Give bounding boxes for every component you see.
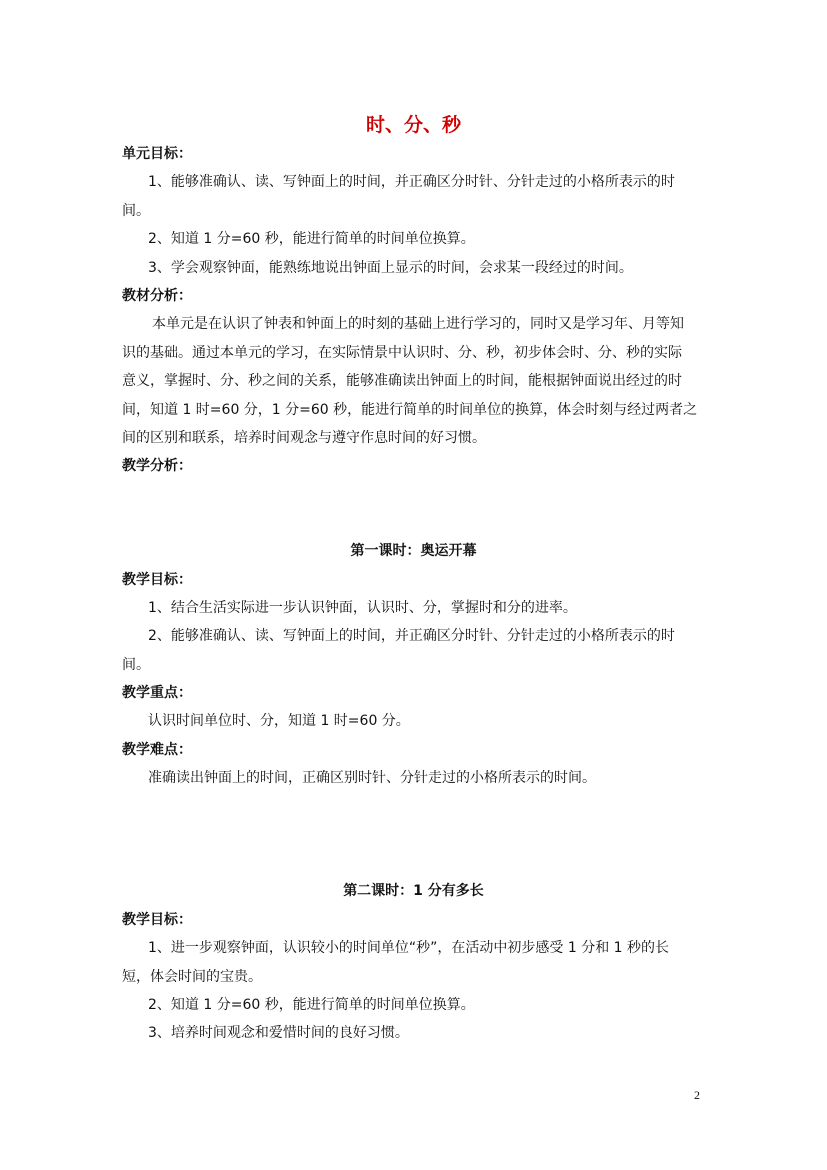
unit-goal-line: 3、学会观察钟面，能熟练地说出钟面上显示的时间，会求某一段经过的时间。 <box>148 260 633 276</box>
material-analysis-line: 间，知道 1 时=60 分，1 分=60 秒，能进行简单的时间单位的换算，体会时刻与经过两者之 <box>122 402 698 418</box>
lesson1-goal-line: 间。 <box>122 657 150 673</box>
lesson1-difficulty-text: 准确读出钟面上的时间，正确区别时针、分针走过的小格所表示的时间。 <box>148 770 596 786</box>
lesson2-goal-line: 短，体会时间的宝贵。 <box>122 969 262 985</box>
material-analysis-line: 本单元是在认识了钟表和钟面上的时刻的基础上进行学习的，同时又是学习年、月等知 <box>152 316 684 332</box>
lesson2-goals-heading: 教学目标： <box>122 912 192 928</box>
lesson2-title: 第二课时：1 分有多长 <box>343 883 484 899</box>
material-analysis-line: 意义，掌握时、分、秒之间的关系，能够准确读出钟面上的时间，能根据钟面说出经过的时 <box>122 373 682 389</box>
material-analysis-heading: 教材分析： <box>122 288 192 304</box>
lesson1-title: 第一课时：奥运开幕 <box>350 543 477 559</box>
page-number: 2 <box>694 1088 700 1102</box>
unit-goals-heading: 单元目标： <box>122 146 192 162</box>
lesson1-goals-heading: 教学目标： <box>122 572 192 588</box>
unit-goal-line: 1、能够准确认、读、写钟面上的时间，并正确区分时针、分针走过的小格所表示的时 <box>148 174 675 190</box>
lesson1-goal-line: 1、结合生活实际进一步认识钟面，认识时、分，掌握时和分的进率。 <box>148 600 577 616</box>
material-analysis-line: 识的基础。通过本单元的学习，在实际情景中认识时、分、秒，初步体会时、分、秒的实际 <box>122 345 682 361</box>
material-analysis-line: 间的区别和联系，培养时间观念与遵守作息时间的好习惯。 <box>122 430 486 446</box>
lesson1-key-heading: 教学重点： <box>122 685 192 701</box>
lesson2-goal-line: 1、进一步观察钟面，认识较小的时间单位“秒”，在活动中初步感受 1 分和 1 秒的长 <box>148 940 670 956</box>
lesson1-difficulty-heading: 教学难点： <box>122 742 192 758</box>
lesson2-goal-line: 2、知道 1 分=60 秒，能进行简单的时间单位换算。 <box>148 997 475 1013</box>
document-title: 时、分、秒 <box>365 114 461 136</box>
unit-goal-line: 2、知道 1 分=60 秒，能进行简单的时间单位换算。 <box>148 231 475 247</box>
lesson2-goal-line: 3、培养时间观念和爱惜时间的良好习惯。 <box>148 1025 409 1041</box>
lesson1-goal-line: 2、能够准确认、读、写钟面上的时间，并正确区分时针、分针走过的小格所表示的时 <box>148 628 675 644</box>
lesson1-key-text: 认识时间单位时、分，知道 1 时=60 分。 <box>148 713 410 729</box>
teaching-analysis-heading: 教学分析： <box>122 458 192 474</box>
unit-goal-line: 间。 <box>122 203 150 219</box>
